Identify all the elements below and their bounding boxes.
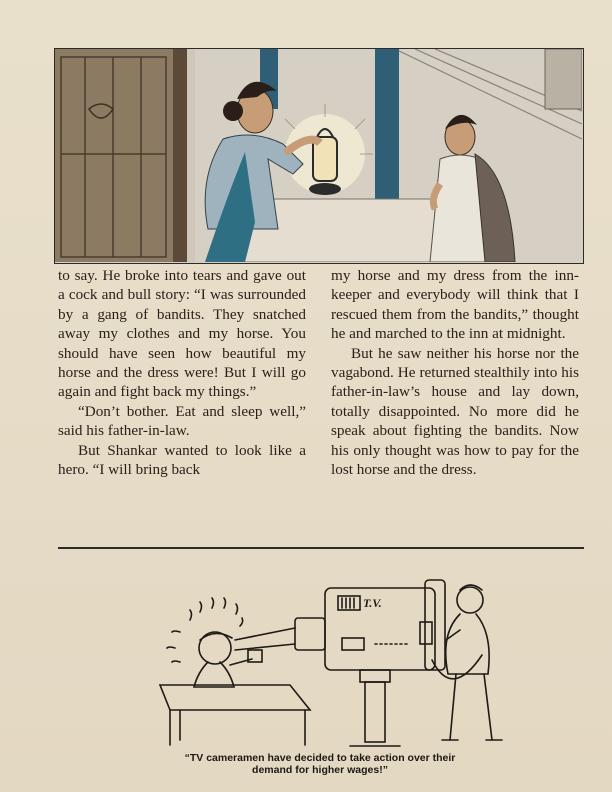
cartoon-caption	[120, 752, 520, 776]
caption-line: demand for higher wages!”	[252, 764, 388, 776]
story-illustration	[54, 48, 584, 264]
caption-line: “TV cameramen have decided to take action over their	[184, 752, 456, 764]
paragraph: But Shankar wanted to look like a hero. “I will bring back	[58, 441, 306, 479]
paragraph: to say. He broke into tears and gave out a cock and bull story: “I was surrounded by a gang of bandits. They snatched away my clothes and my horse. You should have seen how beautiful my horse and the dress were! But I will go again and fight back my things.”	[58, 267, 306, 401]
text-column-left	[58, 266, 306, 479]
woman-with-lantern-illustration	[55, 49, 582, 262]
paragraph: my horse and my dress from the inn-keeper and everybody will think that I rescued them from the bandits,” thought he and marched to the inn at midnight.	[331, 267, 579, 343]
tv-cameraman-cartoon	[120, 570, 520, 748]
paragraph: “Don’t bother. Eat and sleep well,” said his father-in-law.	[58, 402, 306, 440]
cartoon-drawing	[120, 570, 520, 748]
paragraph: But he saw neither his horse nor the vagabond. He returned stealthily into his father-in-law’s house and lay down, totally disappointed. No more did he speak about fighting the bandits. Now his only thought was how to pay for the lost horse and the dress.	[331, 344, 579, 479]
text-column-right	[331, 266, 579, 479]
camera-label: T.V.	[363, 596, 382, 610]
section-divider	[58, 547, 584, 549]
